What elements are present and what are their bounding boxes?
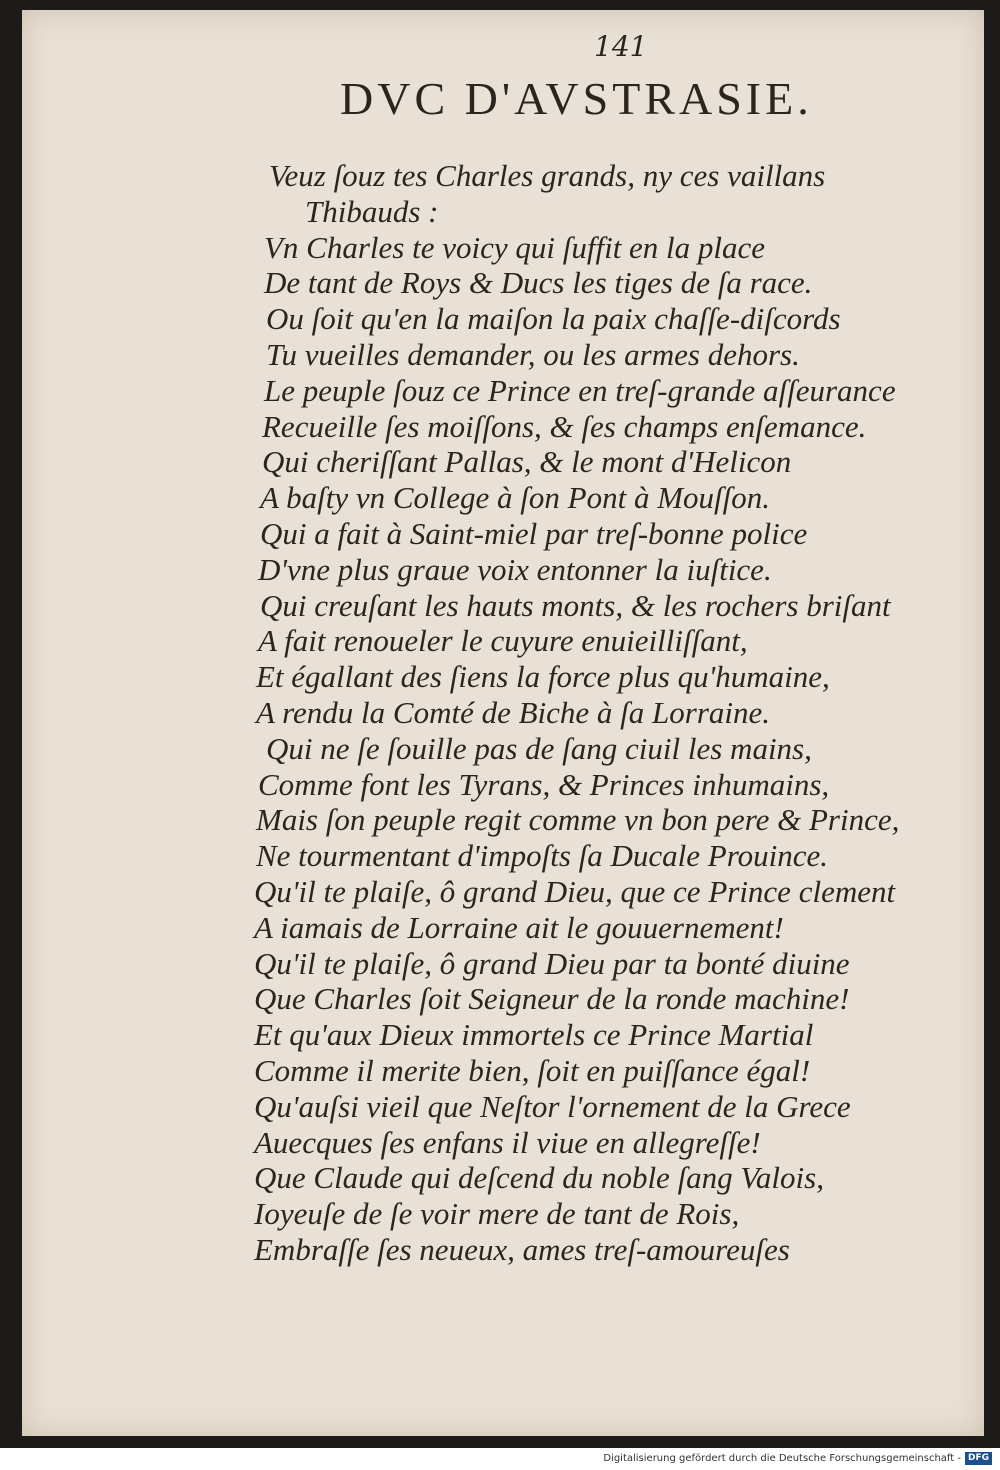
verse-line: Comme font les Tyrans, & Princes inhumains, [258,766,830,802]
verse-line: A iamais de Lorraine ait le gouuernement! [254,909,784,945]
verse-line: Mais ſon peuple regit comme vn bon pere & Prince, [256,802,900,838]
verse-line: Ou ſoit qu'en la maiſon la paix chaſſe-diſcords [266,301,841,337]
verse-line: Tu vueilles demander, ou les armes dehors. [266,337,800,372]
verse-line: De tant de Roys & Ducs les tiges de ſa race. [264,265,813,301]
verse-line: Et qu'aux Dieux immortels ce Prince Martial [254,1017,814,1053]
verse-line: Que Claude qui deſcend du noble ſang Valois, [254,1160,824,1196]
verse-line: Qui cheriſſant Pallas, & le mont d'Helicon [262,444,792,480]
verse-line: Ne tourmentant d'impoſts ſa Ducale Prouince. [256,838,829,874]
verse-line: Vn Charles te voicy qui ſuffit en la place [264,229,766,265]
verse-line: Embraſſe ſes neueux, ames treſ-amoureuſes [254,1232,790,1267]
verse-line: A baſty vn College à ſon Pont à Mouſſon. [260,480,771,516]
verse-line: Thibauds : [305,193,439,229]
verse-line: Veuz ſouz tes Charles grands, ny ces vaillans [269,158,826,193]
book-page [22,10,984,1436]
verse-line: Qu'auſsi vieil que Neſtor l'ornement de la Grece [254,1088,851,1124]
page-number: 141 [594,30,648,63]
verse-line: Qu'il te plaiſe, ô grand Dieu par ta bonté diuine [254,945,850,981]
verse-line: Le peuple ſouz ce Prince en treſ-grande aſſeurance [264,372,896,408]
verse-line: Qui ne ſe ſouille pas de ſang ciuil les mains, [266,730,812,766]
verse-line: A rendu la Comté de Biche à ſa Lorraine. [256,695,771,730]
verse-text [22,10,984,1436]
funding-footer [603,1452,992,1465]
running-head: DVC D'AVSTRASIE. [340,73,813,124]
verse-line: Que Charles ſoit Seigneur de la ronde machine! [254,981,850,1017]
funding-note: Digitalisierung gefördert durch die Deutsche Forschungsgemeinschaft - [603,1453,961,1464]
verse-line: Qui a fait à Saint-miel par treſ-bonne police [260,516,808,551]
verse-line: Et égallant des ſiens la force plus qu'humaine, [256,659,830,695]
verse-line: A fait renoueler le cuyure enuieilliſſant, [258,623,748,659]
verse-line: Ioyeuſe de ſe voir mere de tant de Rois, [254,1196,740,1232]
verse-line: Recueille ſes moiſſons, & ſes champs enſemance. [262,408,867,444]
verse-line: Qu'il te plaiſe, ô grand Dieu, que ce Prince clement [254,874,896,909]
verse-line: Comme il merite bien, ſoit en puiſſance égal! [254,1053,811,1088]
verse-line: Auecques ſes enfans il viue en allegreſſe! [254,1124,761,1160]
verse-line: D'vne plus graue voix entonner la iuſtice. [258,551,772,587]
dfg-logo: DFG [965,1452,992,1465]
verse-line: Qui creuſant les hauts monts, & les rochers briſant [260,587,891,623]
